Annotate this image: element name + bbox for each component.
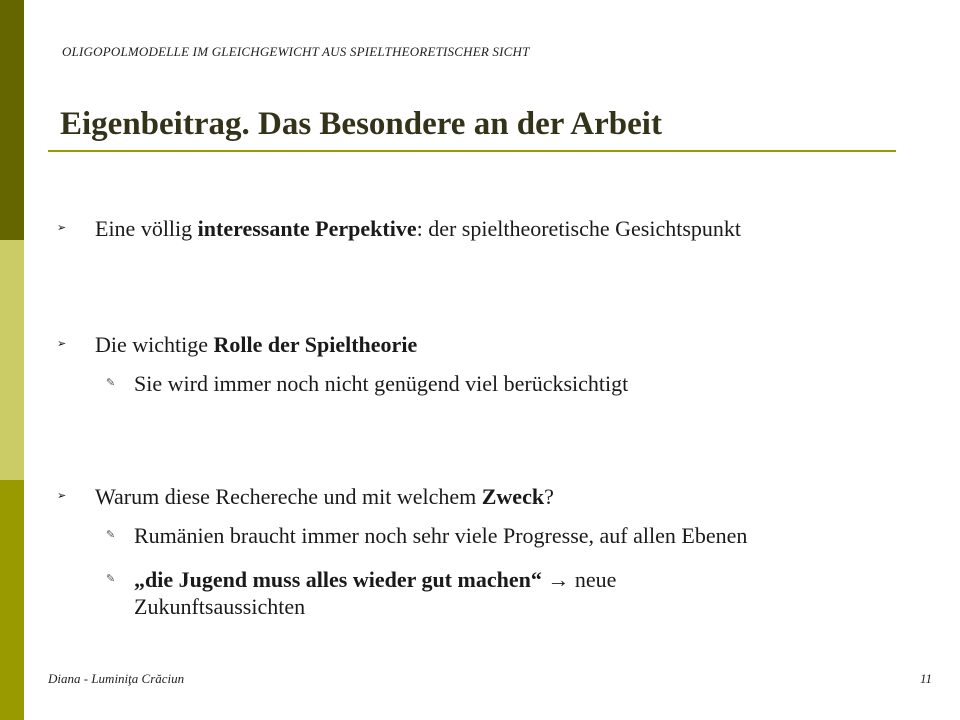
side-bar-bottom xyxy=(0,480,24,720)
bullet-bold: Zweck xyxy=(481,484,545,509)
bullet-text: Warum diese Rechereche und mit welchem Zweck? xyxy=(95,484,554,509)
sub-bullet-text: Sie wird immer noch nicht genügend viel berücksichtigt xyxy=(134,371,629,396)
arrowhead-bullet-icon: ➢ xyxy=(57,338,67,350)
arrowhead-bullet-icon: ➢ xyxy=(57,490,67,502)
running-header: OLIGOPOLMODELLE IM GLEICHGEWICHT AUS SPIELTHEORETISCHER SICHT xyxy=(62,44,530,59)
bullet-text: Die wichtige Rolle der Spieltheorie xyxy=(95,332,418,357)
sub-bullet-bold: „die Jugend muss alles wieder gut machen“ xyxy=(134,567,542,592)
bullet-bold: interessante Perpektive xyxy=(197,216,417,241)
side-bar-top xyxy=(0,0,24,240)
sub-bullet-text: „die Jugend muss alles wieder gut machen“ → neue Zukunftsaussichten xyxy=(134,567,617,619)
footer-author: Diana - Luminiţa Crăciun xyxy=(48,671,185,686)
title-underline xyxy=(48,150,896,152)
arrowhead-bullet-icon: ➢ xyxy=(57,222,67,234)
pencil-bullet-icon: ✎ xyxy=(106,529,116,541)
sub-bullet-text: Rumänien braucht immer noch sehr viele Progresse, auf allen Ebenen xyxy=(134,523,748,548)
bullet-bold: Rolle der Spieltheorie xyxy=(213,332,418,357)
pencil-bullet-icon: ✎ xyxy=(106,573,116,585)
bullet-text: Eine völlig interessante Perpektive: der spieltheoretische Gesichtspunkt xyxy=(95,216,742,241)
pencil-bullet-icon: ✎ xyxy=(106,377,116,389)
slide-title: Eigenbeitrag. Das Besondere an der Arbeit xyxy=(60,106,662,142)
footer-page-number: 11 xyxy=(919,671,932,686)
side-bar-middle xyxy=(0,240,24,480)
right-arrow-icon: → xyxy=(547,567,570,592)
